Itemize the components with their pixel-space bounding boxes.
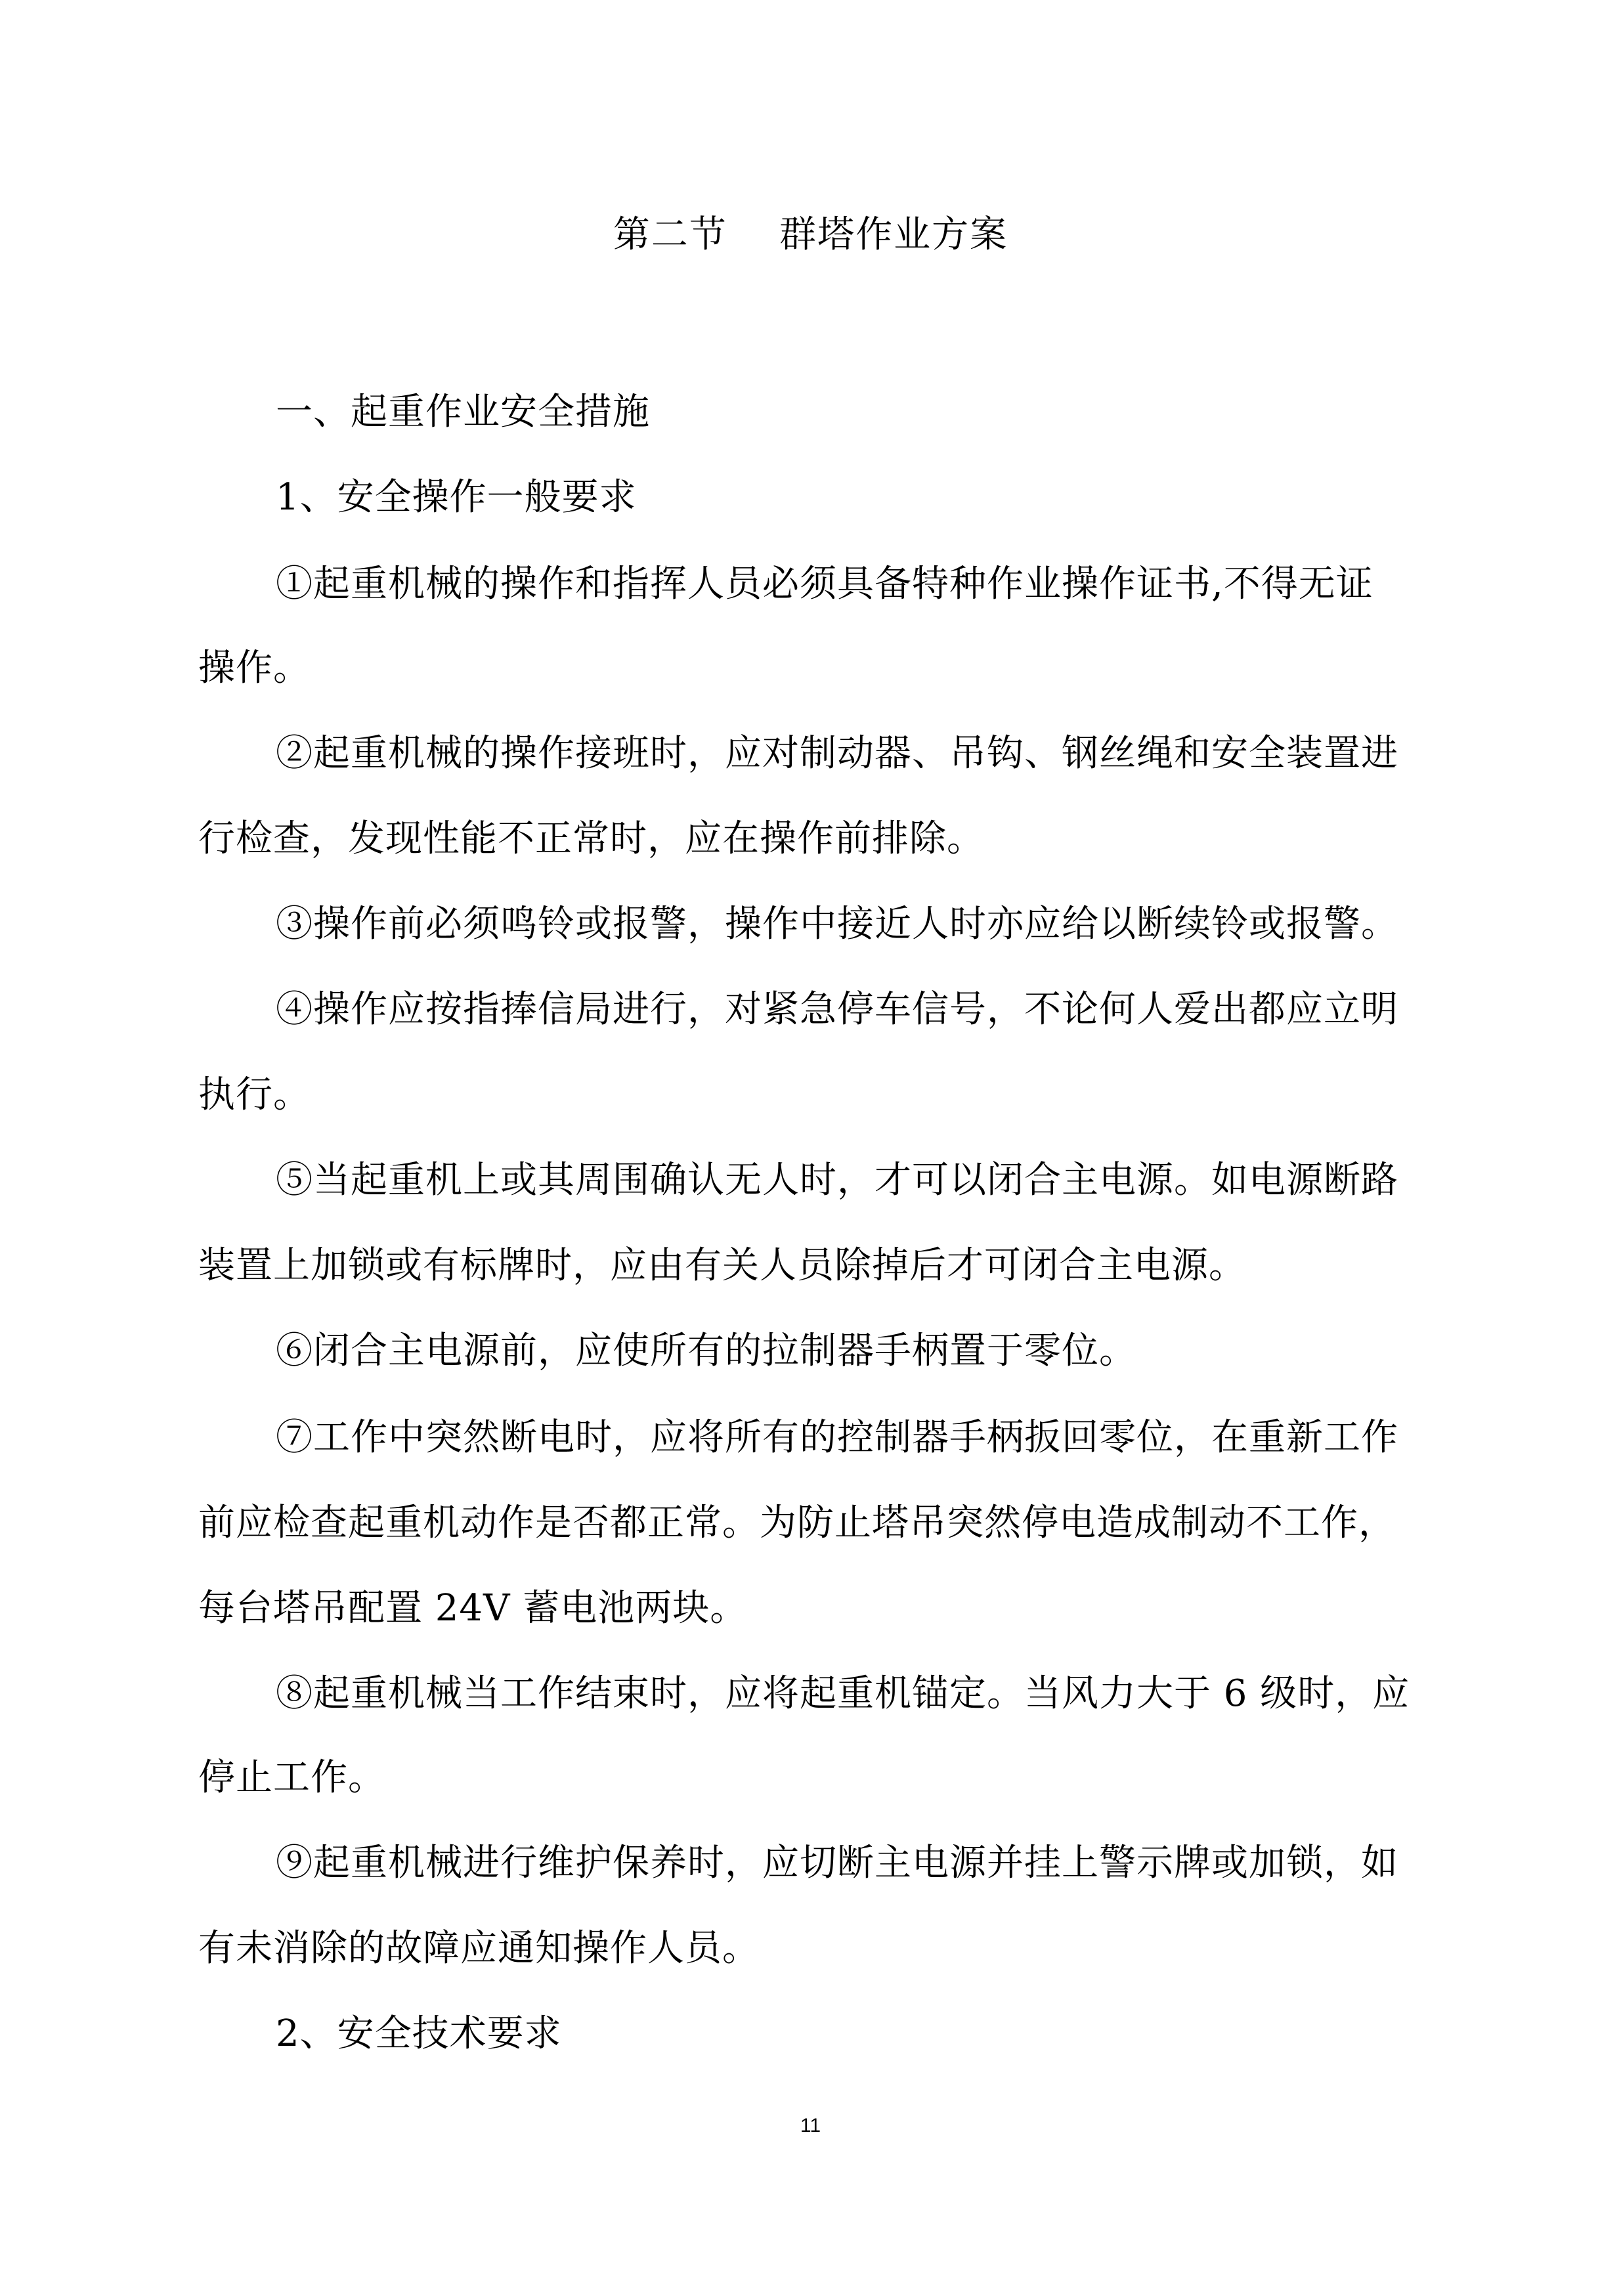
item-3-line-1: ③操作前必须鸣铃或报警，操作中接近人时亦应给以断续铃或报警。 [276,903,1398,945]
item-9-line-2: 有未消除的故障应通知操作人员。 [198,1927,760,1970]
item-6-line-1: ⑥闭合主电源前，应使所有的拉制器手柄置于零位。 [276,1330,1136,1372]
item-1-line-1: ①起重机械的操作和指挥人员必须具备特种作业操作证书,不得无证 [276,563,1373,605]
subsection-heading-1: 1、安全操作一般要求 [276,476,637,519]
item-5-line-1: ⑤当起重机上或其周围确认无人时，才可以闭合主电源。如电源断路 [276,1159,1398,1202]
item-8-line-2: 停止工作。 [198,1756,385,1799]
item-5-line-2: 装置上加锁或有标牌时，应由有关人员除掉后才可闭合主电源。 [198,1244,1246,1287]
item-7-line-2: 前应检查起重机动作是否都正常。为防止塔吊突然停电造成制动不工作， [198,1502,1396,1544]
section-title: 第二节 群塔作业方案 [613,213,1008,256]
item-2-line-1: ②起重机械的操作接班时，应对制动器、吊钩、钢丝绳和安全装置进 [276,732,1398,775]
page-number: 11 [800,2115,821,2136]
item-8-line-1: ⑧起重机械当工作结束时，应将起重机锚定。当风力大于 6 级时，应 [276,1672,1410,1715]
item-7-line-1: ⑦工作中突然断电时，应将所有的控制器手柄扳回零位，在重新工作 [276,1416,1398,1459]
item-4-line-1: ④操作应按指捧信局进行，对紧急停车信号，不论何人爱出都应立明 [276,988,1398,1031]
section-heading: 一、起重作业安全措施 [276,391,650,433]
subsection-heading-2: 2、安全技术要求 [276,2012,562,2055]
item-4-line-2: 执行。 [198,1073,311,1116]
item-7-line-3: 每台塔吊配置 24V 蓄电池两块。 [198,1587,748,1630]
item-1-line-2: 操作。 [198,647,311,689]
item-9-line-1: ⑨起重机械进行维护保养时，应切断主电源并挂上警示牌或加锁，如 [276,1842,1398,1884]
item-2-line-2: 行检查，发现性能不正常时，应在操作前排除。 [198,817,984,860]
